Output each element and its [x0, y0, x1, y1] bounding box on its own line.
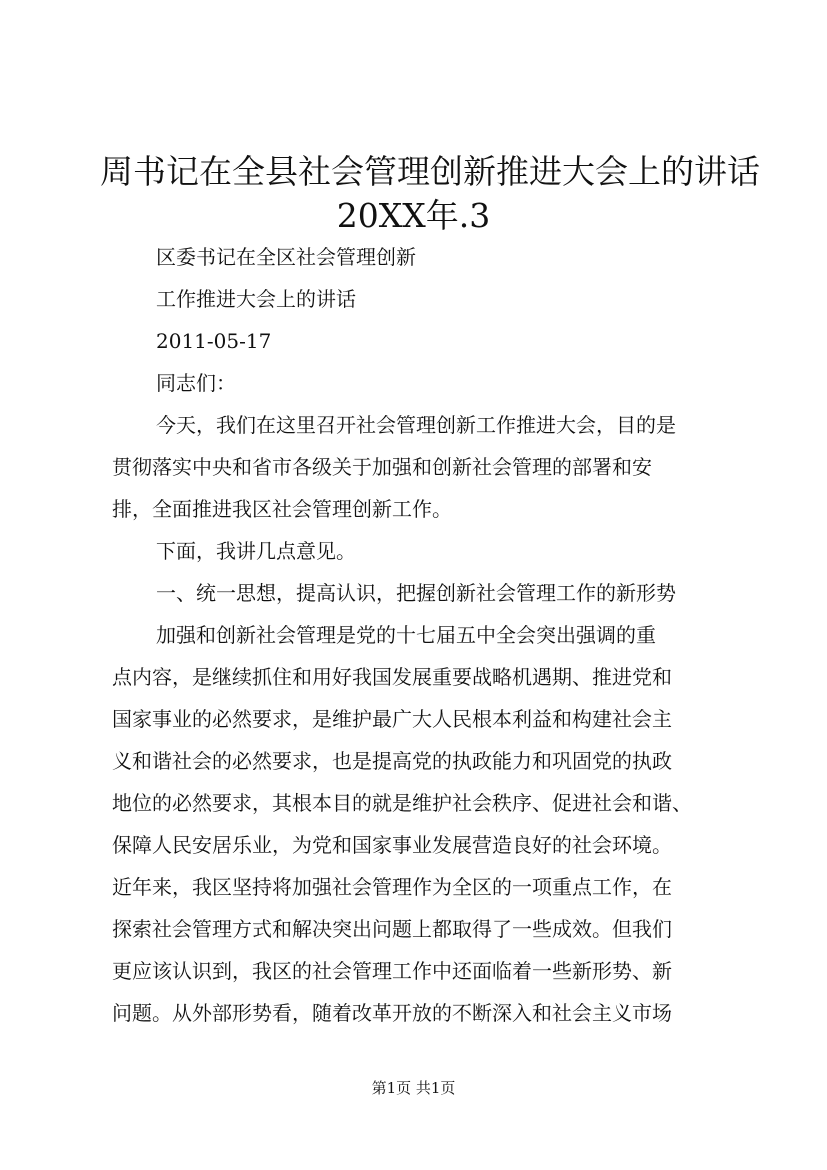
paragraph-3-line: 地位的必然要求，其根本目的就是维护社会秩序、促进社会和谐、 — [112, 791, 692, 815]
page-number: 第1页 共1页 — [371, 1079, 456, 1097]
paragraph-1-line: 贯彻落实中央和省市各级关于加强和创新社会管理的部署和安 — [112, 455, 652, 479]
paragraph-3-line: 问题。从外部形势看，随着改革开放的不断深入和社会主义市场 — [112, 1001, 672, 1025]
page-footer — [0, 1078, 827, 1098]
paragraph-3-line: 加强和创新社会管理是党的十七届五中全会突出强调的重 — [156, 623, 656, 647]
paragraph-3-line: 点内容，是继续抓住和用好我国发展重要战略机遇期、推进党和 — [112, 665, 672, 689]
salutation: 同志们： — [156, 371, 236, 395]
title-line-1: 周书记在全县社会管理创新推进大会上的讲话 — [100, 152, 760, 191]
paragraph-3-line: 探索社会管理方式和解决突出问题上都取得了一些成效。但我们 — [112, 917, 672, 941]
paragraph-1-line: 排，全面推进我区社会管理创新工作。 — [112, 497, 452, 521]
paragraph-3-line: 义和谐社会的必然要求，也是提高党的执政能力和巩固党的执政 — [112, 749, 672, 773]
paragraph-3-line: 国家事业的必然要求，是维护最广大人民根本利益和构建社会主 — [112, 707, 672, 731]
paragraph-3-line: 保障人民安居乐业，为党和国家事业发展营造良好的社会环境。 — [112, 833, 672, 857]
document-body — [112, 236, 742, 1034]
paragraph-3-line: 更应该认识到，我区的社会管理工作中还面临着一些新形势、新 — [112, 959, 672, 983]
paragraph-1-line: 今天，我们在这里召开社会管理创新工作推进大会，目的是 — [156, 413, 676, 437]
paragraph-3-line: 近年来，我区坚持将加强社会管理作为全区的一项重点工作，在 — [112, 875, 672, 899]
header-line: 工作推进大会上的讲话 — [156, 287, 356, 311]
document-title — [100, 150, 760, 238]
paragraph-2: 下面，我讲几点意见。 — [156, 539, 356, 563]
date-line: 2011-05-17 — [156, 329, 272, 353]
section-heading: 一、统一思想，提高认识，把握创新社会管理工作的新形势 — [156, 581, 676, 605]
header-line: 区委书记在全区社会管理创新 — [156, 245, 416, 269]
title-line-2: 20XX年.3 — [336, 196, 491, 235]
